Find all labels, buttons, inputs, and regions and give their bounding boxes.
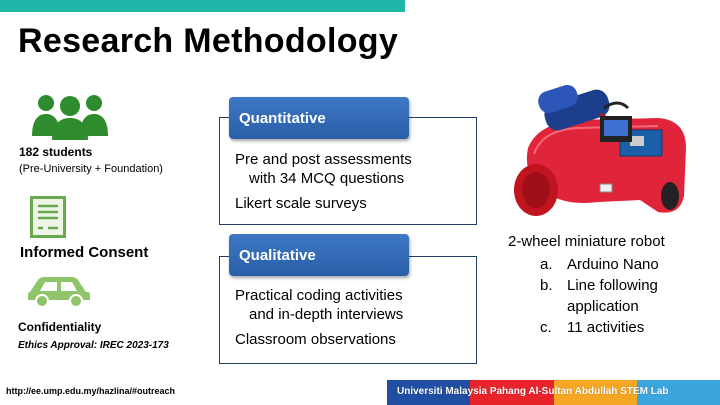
list-text: Line following (567, 277, 658, 294)
list-item (540, 317, 659, 338)
robot-image (508, 78, 698, 228)
outreach-link[interactable]: http://ee.ump.edu.my/hazlina/#outreach (6, 386, 176, 396)
list-text: 11 activities (567, 319, 645, 336)
robot-caption: 2-wheel miniature robot (508, 233, 665, 250)
list-marker: a. (540, 256, 553, 273)
qualitative-line-3: Classroom observations (235, 331, 396, 348)
quantitative-line-3: Likert scale surveys (235, 195, 367, 212)
informed-consent-label: Informed Consent (20, 244, 149, 261)
quantitative-line-2: with 34 MCQ questions (249, 170, 405, 187)
ethics-approval-text: Ethics Approval: IREC 2023-173 (18, 340, 169, 351)
qualitative-line-1: Practical coding activities (235, 287, 403, 304)
list-item (540, 296, 659, 317)
document-checklist-icon (30, 196, 66, 238)
car-icon (26, 272, 92, 308)
list-item (540, 275, 659, 296)
list-marker: b. (540, 277, 553, 294)
qualitative-heading: Qualitative (229, 234, 409, 276)
quantitative-line-1: Pre and post assessments (235, 151, 412, 168)
confidentiality-label: Confidentiality (18, 320, 102, 334)
list-text: application (567, 298, 639, 315)
participants-count: 182 students (19, 145, 93, 159)
people-group-icon (30, 92, 110, 140)
list-item (540, 254, 659, 275)
top-accent-bar (0, 0, 405, 12)
participants-detail: (Pre-University + Foundation) (19, 163, 163, 175)
lab-banner-text: Universiti Malaysia Pahang Al-Sultan Abdullah STEM Lab (397, 386, 669, 397)
list-marker: c. (540, 319, 552, 336)
qualitative-line-2: and in-depth interviews (249, 306, 404, 323)
list-marker (540, 296, 567, 317)
list-text: Arduino Nano (567, 256, 659, 273)
quantitative-heading: Quantitative (229, 97, 409, 139)
page-title: Research Methodology (18, 22, 399, 60)
robot-feature-list (540, 254, 659, 338)
